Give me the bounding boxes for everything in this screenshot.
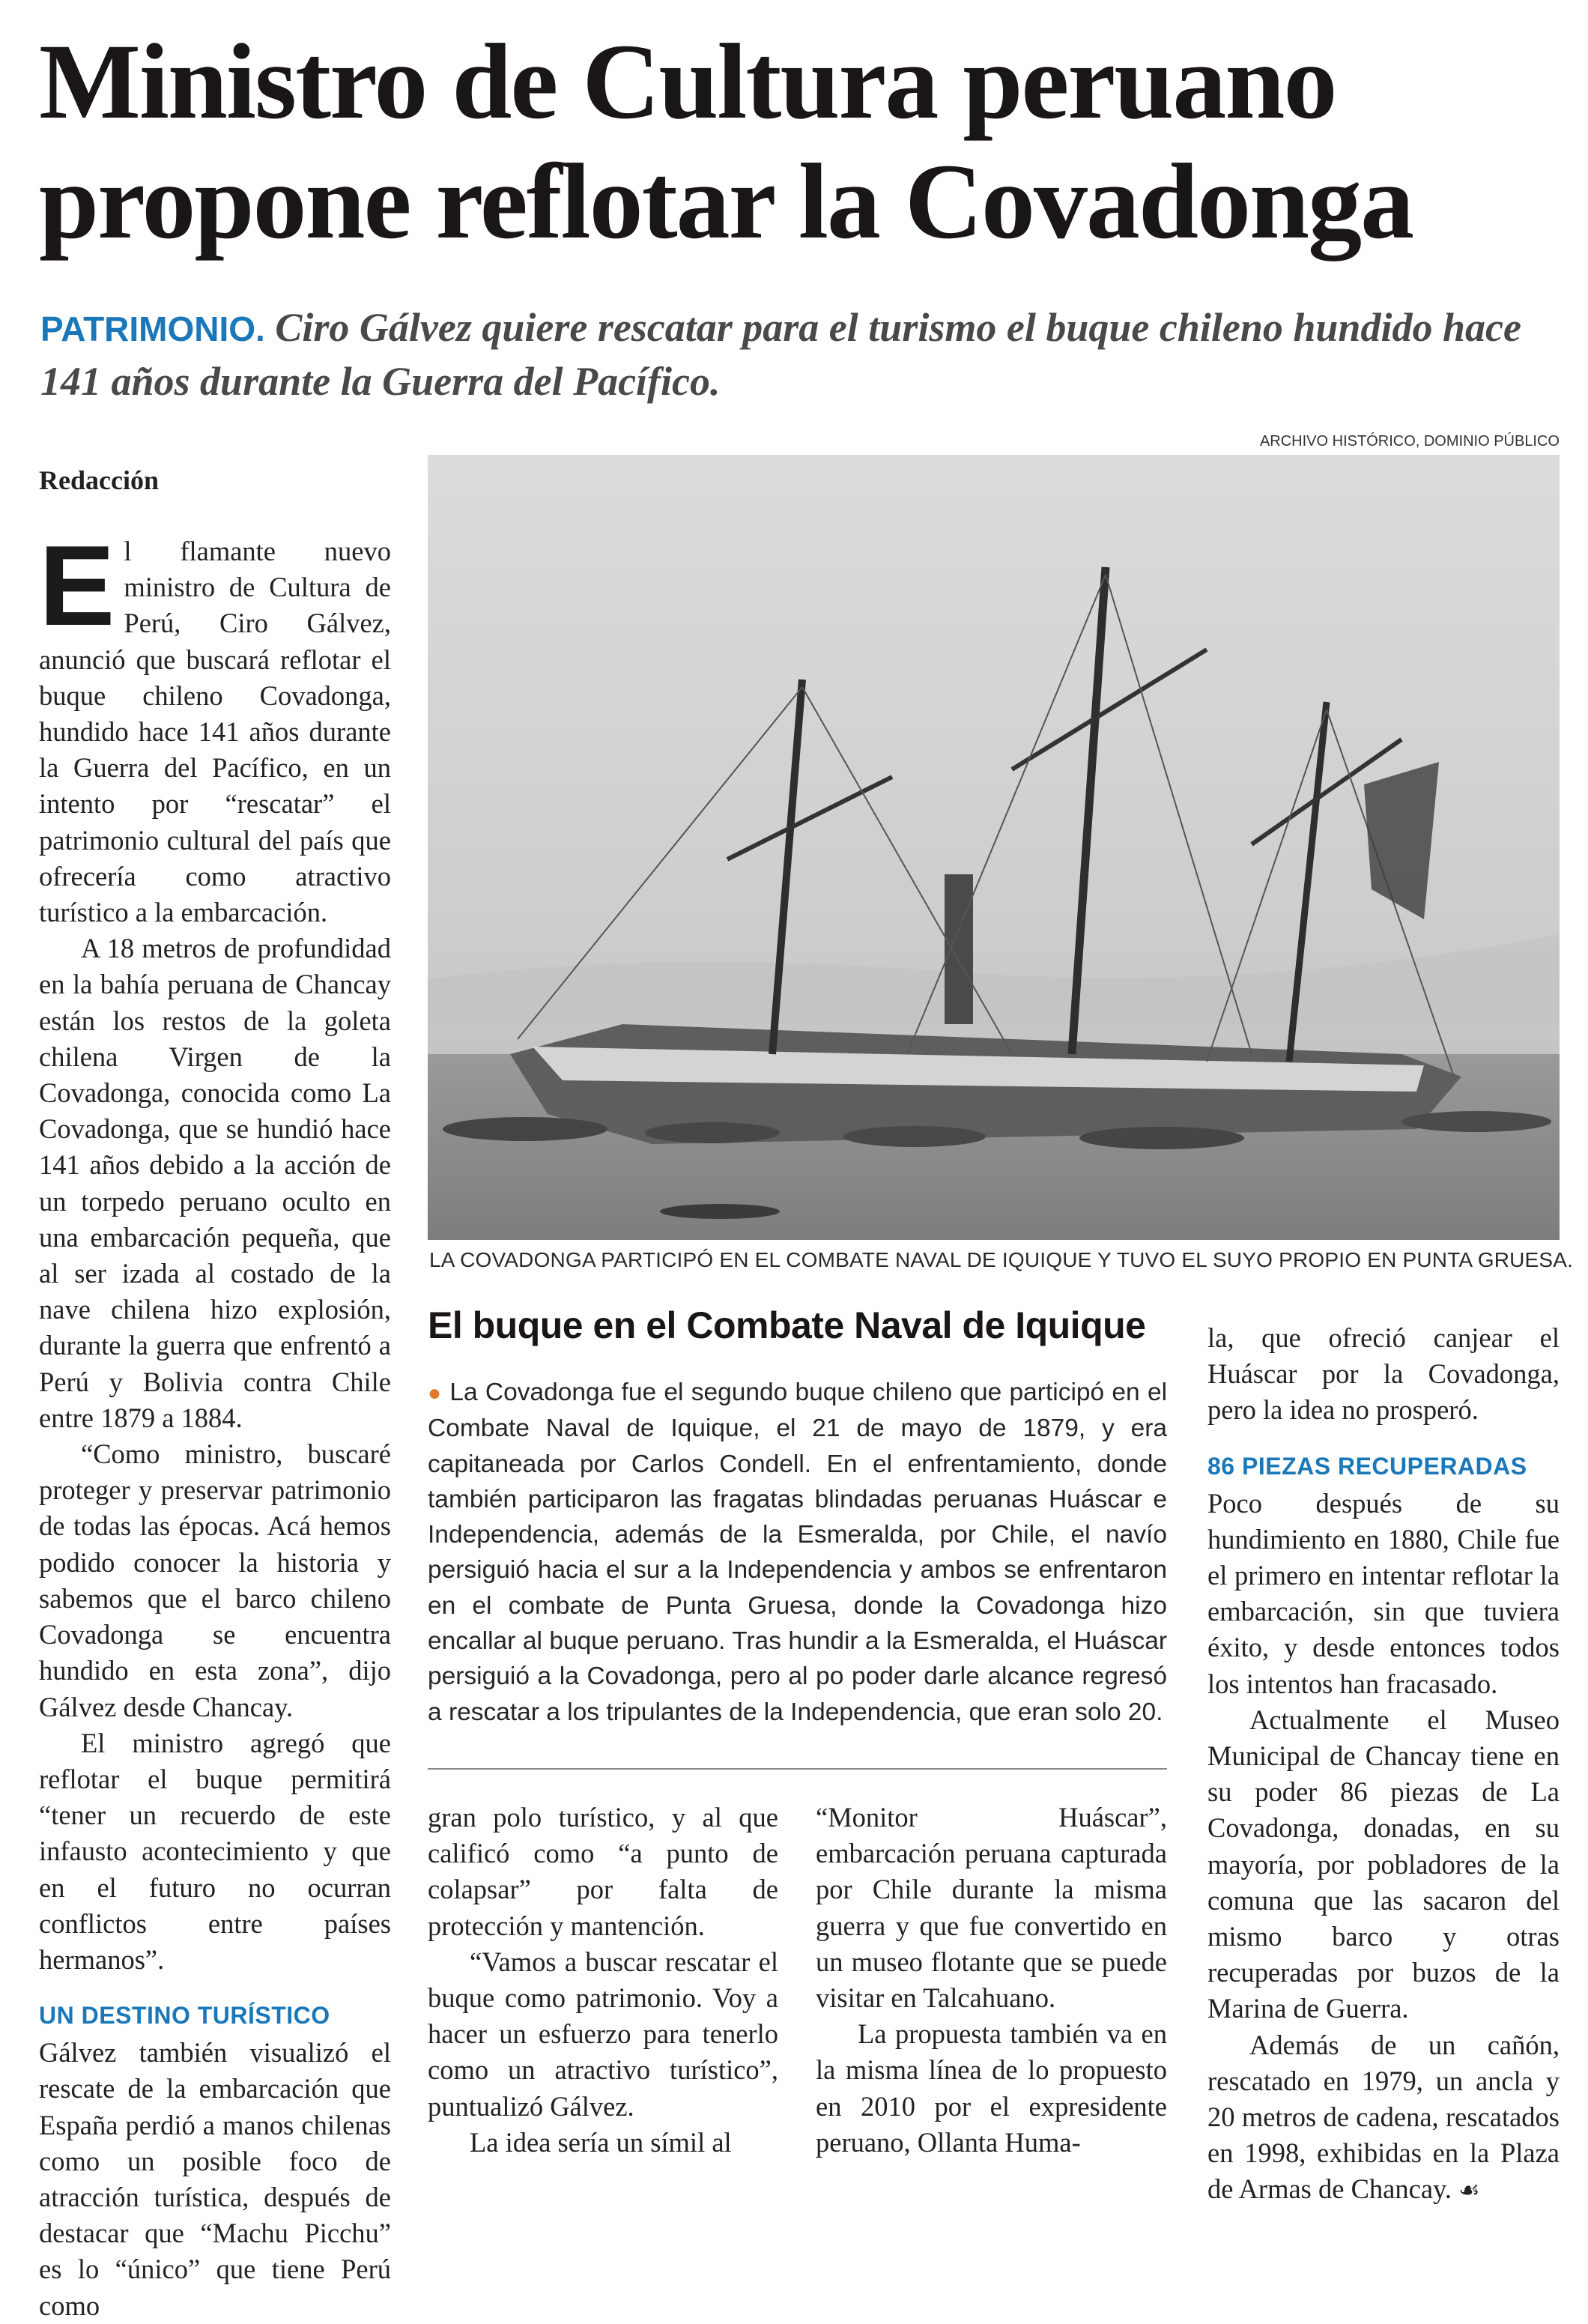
drop-cap: E xyxy=(39,522,115,650)
paragraph: “Como ministro, buscaré proteger y preservar patrimonio de todas las épocas. Acá hemos podido conocer la historia y sabemos que el barco chileno Covadonga se encuentra hundido en esta zona”, dijo Gálvez desde Chancay. xyxy=(39,1438,391,1722)
photo-credit: ARCHIVO HISTÓRICO, DOMINIO PÚBLICO xyxy=(1259,433,1560,450)
box-body: La Covadonga fue el segundo buque chileno que participó en el Combate Naval de Iquique, el 21 de mayo de 1879, y era capitaneada por Carlos Condell. En el enfrentamiento, donde también participaron las fragatas blindadas peruanas Huáscar e Independencia, además de la Esmeralda, por Chile, el navío persiguió hacia el sur a la Independencia y ambos se enfrentaron en el combate de Punta Gruesa, donde la Covadonga hizo encallar al buque peruano. Tras hundir a la Esmeralda, el Huáscar persiguió a la Covadonga, pero al po poder darle alcance regresó a rescatar a los tripulantes de la Independencia, que eran solo 20. xyxy=(428,1379,1168,1726)
headline: Ministro de Cultura peruano propone reflotar la Covadonga xyxy=(39,22,1413,261)
paragraph: gran polo turístico, y al que calificó como “a punto de colapsar” por falta de protección y mantención. xyxy=(428,1802,778,1941)
article-column-3 xyxy=(816,1800,1167,2161)
subhead-destino-turistico: UN DESTINO TURÍSTICO xyxy=(39,2002,330,2030)
paragraph: “Vamos a buscar rescatar el buque como patrimonio. Voy a hacer un esfuerzo para tenerlo como un atractivo turístico”, puntualizó Gálvez. xyxy=(428,1946,778,2122)
paragraph: Poco después de su hundimiento en 1880, Chile fue el primero en intentar reflotar la embarcación, sin que tuviera éxito, y desde entonces todos los intentos han fracasado. xyxy=(1207,1487,1560,1699)
deck-kicker: PATRIMONIO. xyxy=(40,309,265,348)
box-title: El buque en el Combate Naval de Iquique xyxy=(428,1304,1146,1346)
ship-illustration xyxy=(428,455,1560,1240)
paragraph xyxy=(1207,2027,1560,2209)
deck xyxy=(40,301,1539,408)
paragraph: la, que ofreció canjear el Huáscar por la Covadonga, pero la idea no prosperó. xyxy=(1207,1322,1560,1426)
article-column-4 xyxy=(1207,1320,1560,2209)
paragraph-text: Además de un cañón, rescatado en 1979, un ancla y 20 metros de cadena, rescatados en 1998, exhibidas en la Plaza de Armas de Chancay. xyxy=(1207,2029,1560,2205)
article-column-1 xyxy=(39,522,391,2324)
paragraph: Gálvez también visualizó el rescate de la embarcación que España perdió a manos chilenas como un posible foco de atracción turística, después de destacar que “Machu Picchu” es lo “único” que tiene Perú como xyxy=(39,2037,391,2321)
paragraph: Actualmente el Museo Municipal de Chancay tiene en su poder 86 piezas de La Covadonga, donadas, en su mayoría, por pobladores de la comuna que las sacaron del mismo barco y otras recuperadas por buzos de la Marina de Guerra. xyxy=(1207,1704,1560,2024)
ship-photo xyxy=(428,455,1560,1240)
article-column-2 xyxy=(428,1800,778,2161)
paragraph: La idea sería un símil al xyxy=(470,2126,732,2158)
subhead-86-piezas: 86 PIEZAS RECUPERADAS xyxy=(1207,1452,1527,1480)
lead-paragraph xyxy=(39,522,391,930)
end-mark-icon: ☙ xyxy=(1458,2176,1480,2205)
byline: Redacción xyxy=(39,465,159,495)
lead-text: l flamante nuevo ministro de Cultura de Perú, Ciro Gálvez, anunció que buscará reflotar el buque chileno Covadonga, hundido hace 141 años durante la Guerra del Pacífico, en un intento por “rescatar” el patrimonio cultural del país que ofrecería como atractivo turístico a la embarcación. xyxy=(39,536,391,928)
photo-caption: LA COVADONGA PARTICIPÓ EN EL COMBATE NAVAL DE IQUIQUE Y TUVO EL SUYO PROPIO EN PUNTA GRUESA. xyxy=(429,1248,1574,1271)
bullet-dot: ● xyxy=(428,1381,443,1405)
paragraph: El ministro agregó que reflotar el buque permitirá “tener un recuerdo de este infausto acontecimiento y que en el futuro no ocurran conflictos entre países hermanos”. xyxy=(39,1727,391,1975)
box-text xyxy=(428,1375,1167,1730)
paragraph: La propuesta también va en la misma línea de lo propuesto en 2010 por el expresidente peruano, Ollanta Huma- xyxy=(816,2018,1167,2158)
divider-rule xyxy=(428,1768,1167,1770)
deck-text: Ciro Gálvez quiere rescatar para el turismo el buque chileno hundido hace 141 años durante la Guerra del Pacífico. xyxy=(40,305,1521,404)
paragraph: A 18 metros de profundidad en la bahía peruana de Chancay están los restos de la goleta chilena Virgen de la Covadonga, conocida como La Covadonga, que se hundió hace 141 años debido a la acción de un torpedo peruano oculto en una embarcación pequeña, que al ser izada al costado de la nave chilena hizo explosión, durante la guerra que enfrentó a Perú y Bolivia contra Chile entre 1879 a 1884. xyxy=(39,933,391,1433)
paragraph: “Monitor Huáscar”, embarcación peruana capturada por Chile durante la misma guerra y que fue convertido en un museo flotante que se puede visitar en Talcahuano. xyxy=(816,1802,1167,2014)
